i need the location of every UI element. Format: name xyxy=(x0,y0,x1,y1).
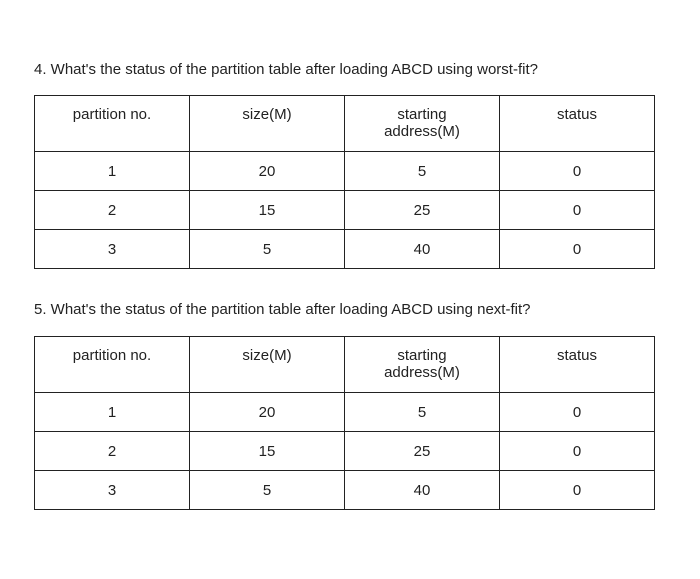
cell-partition-no: 3 xyxy=(35,471,190,510)
partition-table-worst-fit xyxy=(34,95,655,269)
cell-starting-address: 40 xyxy=(345,471,500,510)
cell-status: 0 xyxy=(500,191,655,230)
table-row xyxy=(35,191,655,230)
header-size: size(M) xyxy=(190,96,345,152)
header-status: status xyxy=(500,96,655,152)
cell-partition-no: 1 xyxy=(35,152,190,191)
cell-starting-address: 5 xyxy=(345,152,500,191)
header-partition-no: partition no. xyxy=(35,337,190,393)
question-4-text: 4. What's the status of the partition table after loading ABCD using worst-fit? xyxy=(34,61,538,78)
cell-status: 0 xyxy=(500,152,655,191)
cell-starting-address: 25 xyxy=(345,191,500,230)
cell-partition-no: 2 xyxy=(35,432,190,471)
cell-starting-address: 5 xyxy=(345,393,500,432)
cell-size: 20 xyxy=(190,393,345,432)
cell-partition-no: 2 xyxy=(35,191,190,230)
header-starting-address xyxy=(345,96,500,152)
cell-size: 5 xyxy=(190,230,345,269)
cell-status: 0 xyxy=(500,230,655,269)
cell-partition-no: 1 xyxy=(35,393,190,432)
cell-starting-address: 25 xyxy=(345,432,500,471)
cell-size: 15 xyxy=(190,432,345,471)
table-row xyxy=(35,152,655,191)
table-row xyxy=(35,230,655,269)
header-starting-line2: address(M) xyxy=(384,364,460,381)
header-status: status xyxy=(500,337,655,393)
table-row xyxy=(35,432,655,471)
cell-status: 0 xyxy=(500,393,655,432)
question-5-text: 5. What's the status of the partition table after loading ABCD using next-fit? xyxy=(34,301,531,318)
table-row xyxy=(35,471,655,510)
partition-table-next-fit xyxy=(34,336,655,510)
cell-size: 15 xyxy=(190,191,345,230)
table-row xyxy=(35,393,655,432)
table-header-row xyxy=(35,337,655,393)
header-starting-address xyxy=(345,337,500,393)
header-size: size(M) xyxy=(190,337,345,393)
header-starting-line1: starting xyxy=(397,347,447,364)
cell-status: 0 xyxy=(500,432,655,471)
header-starting-line2: address(M) xyxy=(384,123,460,140)
cell-starting-address: 40 xyxy=(345,230,500,269)
header-starting-line1: starting xyxy=(397,106,447,123)
cell-size: 5 xyxy=(190,471,345,510)
table-header-row xyxy=(35,96,655,152)
cell-partition-no: 3 xyxy=(35,230,190,269)
cell-status: 0 xyxy=(500,471,655,510)
cell-size: 20 xyxy=(190,152,345,191)
header-partition-no: partition no. xyxy=(35,96,190,152)
